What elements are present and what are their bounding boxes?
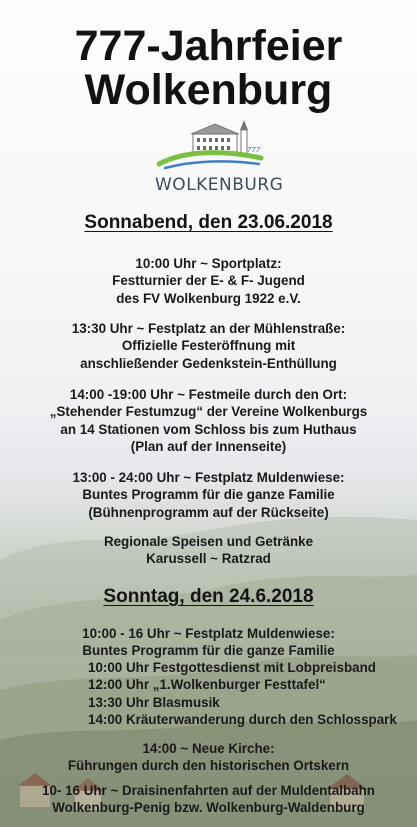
event-line: Wolkenburg-Penig bzw. Wolkenburg-Waldenburg [52, 800, 365, 816]
event-line: 10- 16 Uhr ~ Draisinenfahrten auf der Muldentalbahn [42, 783, 375, 798]
event-line: Führungen durch den historischen Ortskern [67, 758, 350, 774]
event-line: Karussell ~ Ratzrad [146, 551, 271, 567]
sunday-program-list [88, 659, 398, 728]
event-food-rides [0, 533, 417, 568]
program-item: 12:00 Uhr „1.Wolkenburger Festtafel“ [88, 677, 326, 693]
event-line: 10:00 - 16 Uhr ~ Festplatz Muldenwiese: [82, 626, 335, 641]
logo-badge: 777 [247, 146, 261, 154]
event-muldenwiese-sunday [0, 625, 417, 660]
event-line: 10:00 Uhr ~ Sportplatz: [135, 256, 282, 271]
event-line: anschließender Gedenkstein-Enthüllung [80, 355, 337, 371]
event-line: Offizielle Festeröffnung mit [121, 338, 296, 354]
saturday-heading: Sonnabend, den 23.06.2018 [84, 212, 333, 233]
page-title-line2: Wolkenburg [84, 66, 333, 114]
program-item: 14:00 Kräuterwanderung durch den Schlosspark [88, 711, 397, 727]
event-muldenwiese-saturday [0, 469, 417, 521]
event-line: des FV Wolkenburg 1922 e.V. [116, 290, 301, 306]
event-line: Regionale Speisen und Getränke [103, 534, 314, 549]
event-line: an 14 Stationen vom Schloss bis zum Huthaus [60, 421, 357, 437]
page-title-line1: 777-Jahrfeier [74, 22, 343, 70]
event-line: (Bühnenprogramm auf der Rückseite) [88, 504, 329, 520]
event-festplatz-muehlenstrasse [0, 320, 417, 372]
program-item: 13:30 Uhr Blasmusik [88, 694, 220, 710]
event-neue-kirche [0, 740, 417, 775]
event-line: 14:00 ~ Neue Kirche: [142, 741, 275, 756]
event-line: Buntes Programm für die ganze Familie [82, 487, 335, 503]
event-sportplatz [0, 255, 417, 307]
logo-wordmark: WOLKENBURG [155, 175, 284, 195]
event-line: 14:00 -19:00 Uhr ~ Festmeile durch den Ort: [69, 387, 348, 402]
event-draisinenfahrten [0, 782, 417, 817]
event-line: 13:00 - 24:00 Uhr ~ Festplatz Muldenwiese: [72, 470, 345, 485]
event-line: 13:30 Uhr ~ Festplatz an der Mühlenstraße: [71, 321, 346, 336]
event-line: (Plan auf der Innenseite) [130, 438, 287, 454]
event-line: Festturnier der E- & F- Jugend [112, 273, 305, 289]
event-line: „Stehender Festumzug“ der Vereine Wolkenburgs [49, 404, 368, 420]
sunday-heading: Sonntag, den 24.6.2018 [103, 586, 314, 607]
event-festmeile [0, 386, 417, 455]
castle-logo-icon [155, 120, 265, 178]
event-line: Buntes Programm für die ganze Familie [82, 643, 335, 659]
program-item: 10:00 Uhr Festgottesdienst mit Lobpreisband [88, 660, 376, 675]
wolkenburg-logo [155, 120, 284, 202]
